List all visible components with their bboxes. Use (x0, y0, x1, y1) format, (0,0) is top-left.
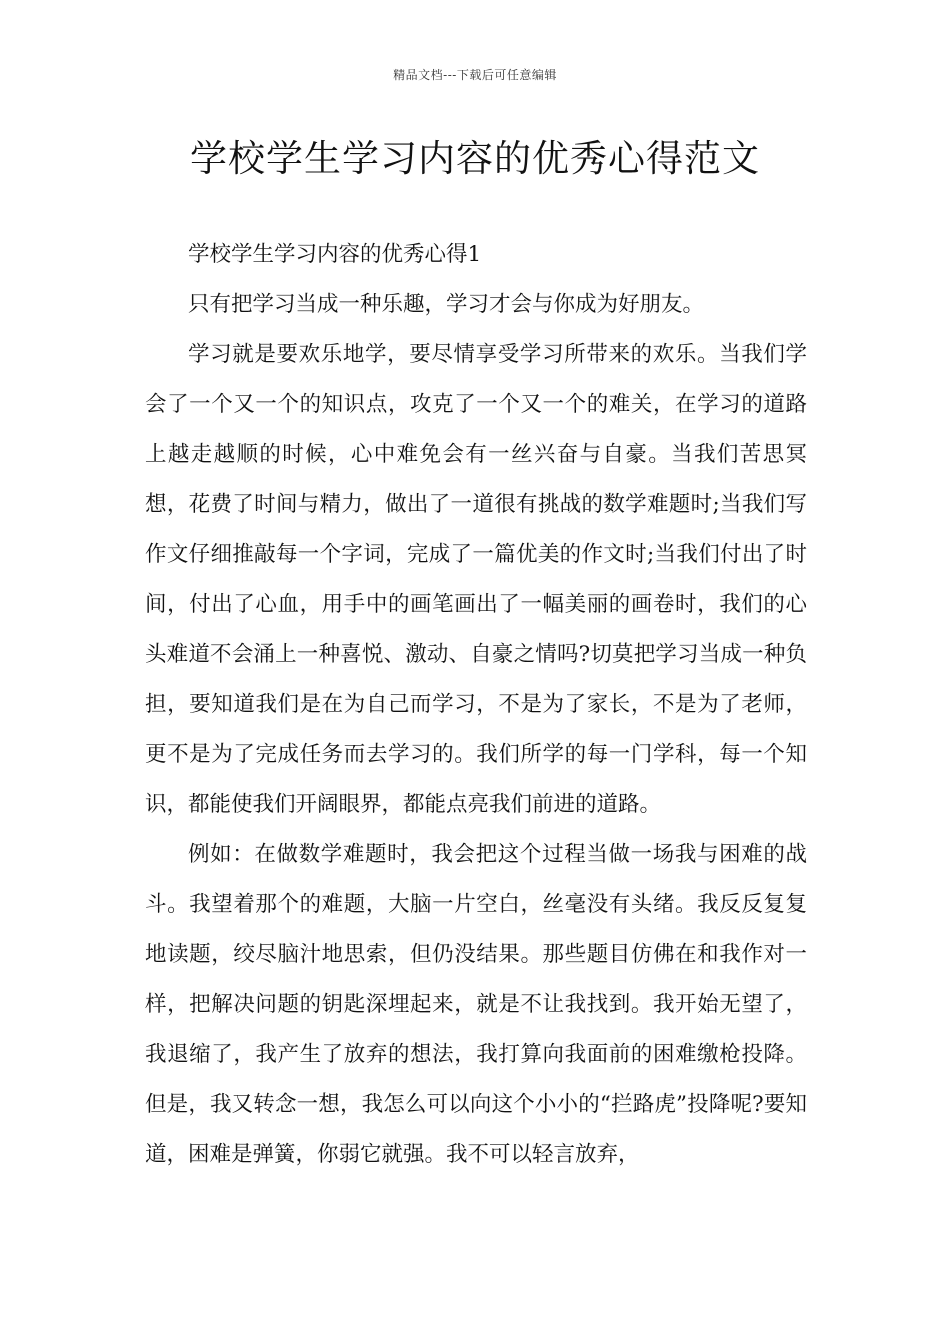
paragraph: 例如：在做数学难题时，我会把这个过程当做一场我与困难的战斗。我望着那个的难题，大脑一片空白，丝毫没有头绪。我反反复复地读题，绞尽脑汁地思索，但仍没结果。那些题目仿佛在和我作对一样，把解决问题的钥匙深埋起来，就是不让我找到。我开始无望了，我退缩了，我产生了放弃的想法，我打算向我面前的困难缴枪投降。但是，我又转念一想，我怎么可以向这个小小的“拦路虎”投降呢?要知道，困难是弹簧，你弱它就强。我不可以轻言放弃， (145, 842, 807, 1167)
document-title: 学校学生学习内容的优秀心得范文 (190, 137, 760, 180)
section-heading: 学校学生学习内容的优秀心得1 (188, 242, 482, 267)
header-note: 精品文档---下载后可任意编辑 (393, 68, 557, 82)
paragraph: 只有把学习当成一种乐趣，学习才会与你成为好朋友。 (188, 292, 705, 317)
document-body (145, 230, 807, 1180)
paragraph: 学习就是要欢乐地学，要尽情享受学习所带来的欢乐。当我们学会了一个又一个的知识点，攻克了一个又一个的难关，在学习的道路上越走越顺的时候，心中难免会有一丝兴奋与自豪。当我们苦思冥想，花费了时间与精力，做出了一道很有挑战的数学难题时;当我们写作文仔细推敲每一个字词，完成了一篇优美的作文时;当我们付出了时间，付出了心血，用手中的画笔画出了一幅美丽的画卷时，我们的心头难道不会涌上一种喜悦、激动、自豪之情吗?切莫把学习当成一种负担，要知道我们是在为自己而学习，不是为了家长，不是为了老师，更不是为了完成任务而去学习的。我们所学的每一门学科，每一个知识，都能使我们开阔眼界，都能点亮我们前进的道路。 (145, 342, 807, 817)
